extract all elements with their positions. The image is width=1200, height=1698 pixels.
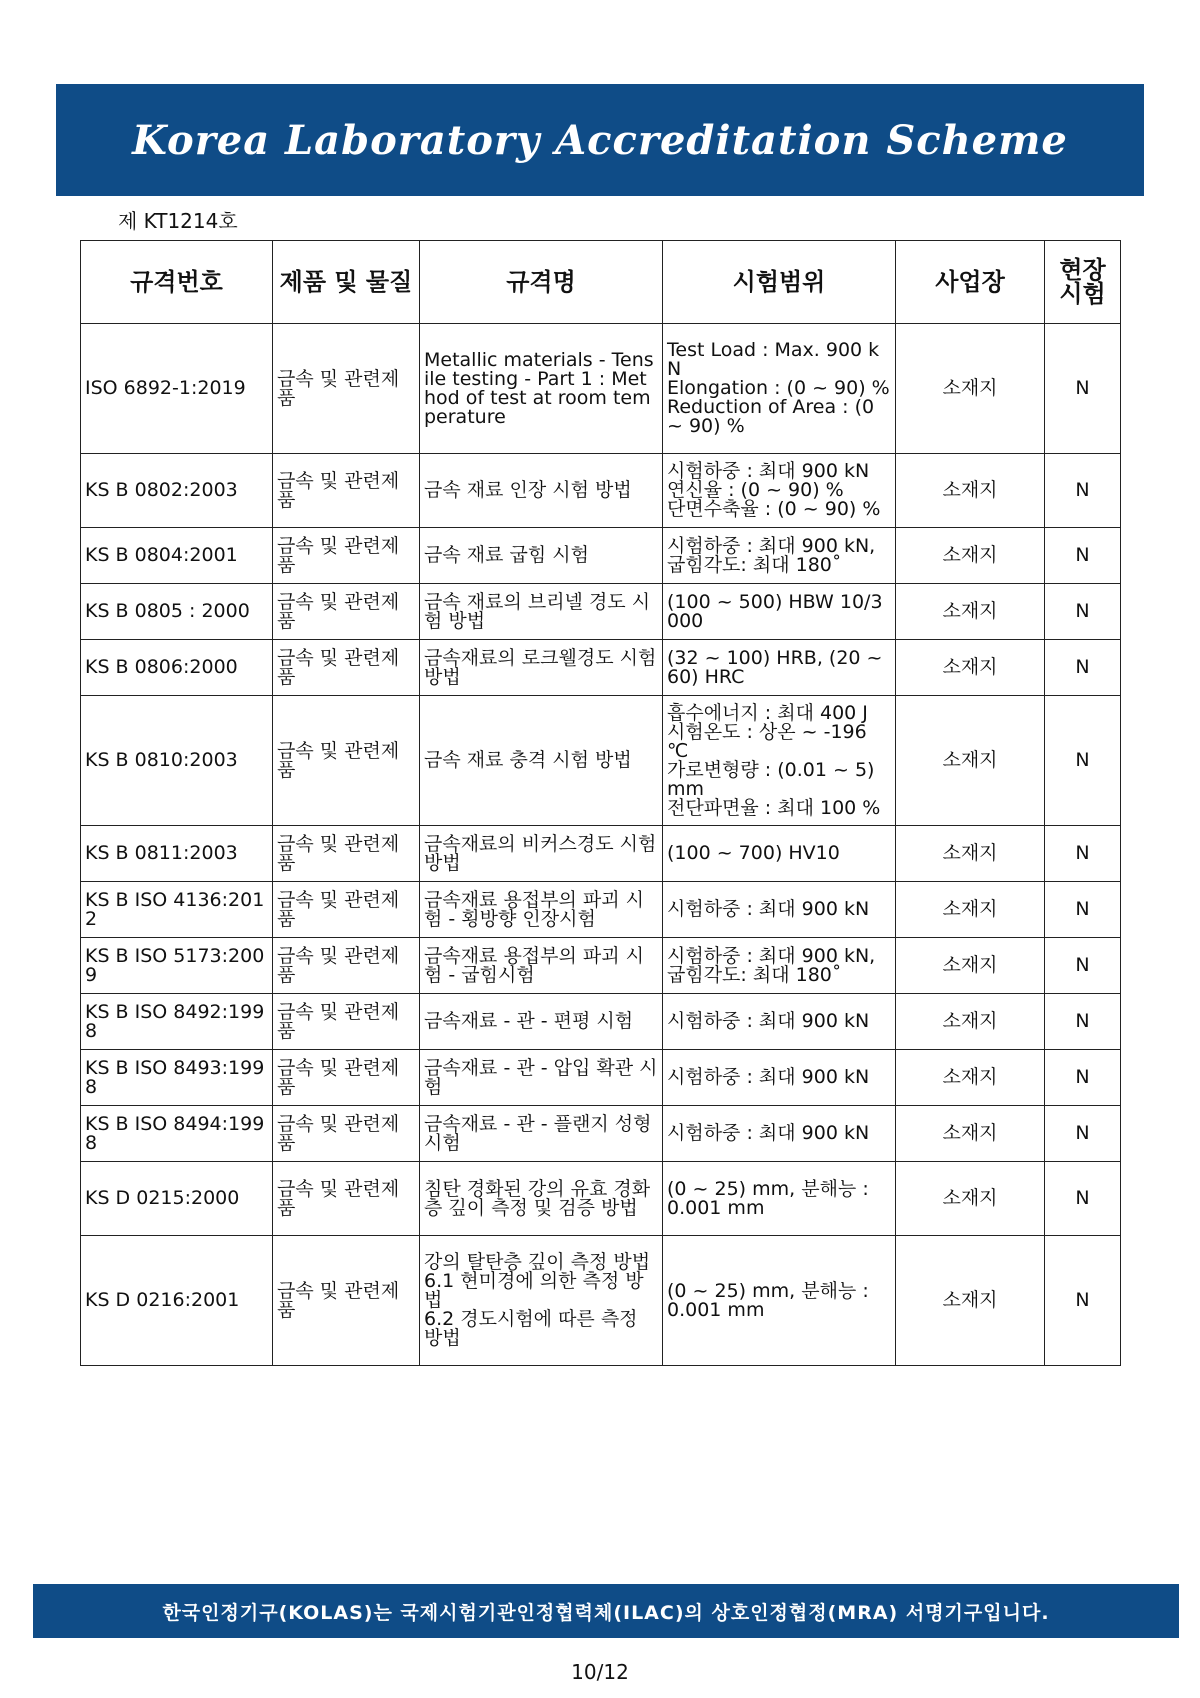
- cell-test-range: 시험하중 : 최대 900 kN: [663, 994, 896, 1050]
- table-row: [81, 640, 1121, 696]
- cell-test-range-line: 시험온도 : 상온 ~ -196 ℃: [667, 720, 867, 762]
- cell-product: 금속 및 관련제품: [273, 640, 420, 696]
- cell-test-range: 시험하중 : 최대 900 kN: [663, 1106, 896, 1162]
- cell-standard-no: KS B 0810:2003: [81, 696, 273, 826]
- cell-product: 금속 및 관련제품: [273, 826, 420, 882]
- cell-standard-no: KS B ISO 5173:2009: [81, 938, 273, 994]
- col-header-site: 사업장: [896, 241, 1045, 324]
- col-header-product: 제품 및 물질: [273, 241, 420, 324]
- cell-standard-name: 금속 재료 굽힘 시험: [420, 528, 663, 584]
- cell-onsite-test: N: [1045, 1236, 1121, 1366]
- cell-test-range: (100 ~ 500) HBW 10/3000: [663, 584, 896, 640]
- cell-standard-no: ISO 6892-1:2019: [81, 324, 273, 454]
- cell-test-range: [663, 454, 896, 528]
- footer-bar: [33, 1584, 1179, 1638]
- cell-standard-name: 금속재료 - 관 - 압입 확관 시험: [420, 1050, 663, 1106]
- cell-test-range-line: 굽힘각도: 최대 180˚: [667, 553, 842, 576]
- cell-test-range-line: 시험하중 : 최대 900 kN,: [667, 534, 876, 557]
- cell-test-range-line: 전단파면율 : 최대 100 %: [667, 796, 881, 819]
- table-row: [81, 454, 1121, 528]
- cell-onsite-test: N: [1045, 696, 1121, 826]
- cell-onsite-test: N: [1045, 640, 1121, 696]
- cell-site: 소재지: [896, 1236, 1045, 1366]
- cell-test-range: 시험하중 : 최대 900 kN: [663, 1050, 896, 1106]
- cell-product: 금속 및 관련제품: [273, 938, 420, 994]
- cell-standard-name: 금속재료 용접부의 파괴 시험 - 횡방향 인장시험: [420, 882, 663, 938]
- cell-test-range-line: Elongation : (0 ~ 90) %: [667, 377, 890, 399]
- cell-onsite-test: N: [1045, 1050, 1121, 1106]
- cell-standard-no: KS B 0806:2000: [81, 640, 273, 696]
- cell-onsite-test: N: [1045, 324, 1121, 454]
- cell-site: 소재지: [896, 882, 1045, 938]
- cell-test-range: [663, 696, 896, 826]
- table-row: [81, 696, 1121, 826]
- cell-product: 금속 및 관련제품: [273, 1162, 420, 1236]
- cell-standard-name: 금속 재료 충격 시험 방법: [420, 696, 663, 826]
- table-row: [81, 1236, 1121, 1366]
- header-title: Korea Laboratory Accreditation Scheme: [132, 116, 1068, 164]
- cell-standard-name: [420, 1236, 663, 1366]
- cell-site: 소재지: [896, 1106, 1045, 1162]
- cell-test-range-line: Reduction of Area : (0 ~ 90) %: [667, 396, 875, 437]
- page-number: 10/12: [571, 1660, 629, 1684]
- cell-standard-name-line: 6.1 현미경에 의한 측정 방법: [424, 1270, 644, 1311]
- cell-site: 소재지: [896, 938, 1045, 994]
- cell-standard-name-line: 강의 탈탄층 깊이 측정 방법: [424, 1251, 651, 1273]
- cell-site: 소재지: [896, 1050, 1045, 1106]
- cell-site: 소재지: [896, 994, 1045, 1050]
- cell-standard-no: KS B 0805 : 2000: [81, 584, 273, 640]
- cell-site: 소재지: [896, 324, 1045, 454]
- cell-standard-no: KS B 0802:2003: [81, 454, 273, 528]
- cell-standard-name: 침탄 경화된 강의 유효 경화층 깊이 측정 및 검증 방법: [420, 1162, 663, 1236]
- table-row: [81, 1106, 1121, 1162]
- cell-product: 금속 및 관련제품: [273, 584, 420, 640]
- cell-product: 금속 및 관련제품: [273, 882, 420, 938]
- cell-onsite-test: N: [1045, 454, 1121, 528]
- table-row: [81, 826, 1121, 882]
- cell-test-range: (32 ~ 100) HRB, (20 ~ 60) HRC: [663, 640, 896, 696]
- footer-text: 한국인정기구(KOLAS)는 국제시험기관인정협력체(ILAC)의 상호인정협정(MRA) 서명기구입니다.: [162, 1601, 1050, 1624]
- cell-test-range: [663, 938, 896, 994]
- cell-test-range: 시험하중 : 최대 900 kN: [663, 882, 896, 938]
- cell-standard-name: 금속재료의 비커스경도 시험방법: [420, 826, 663, 882]
- cell-site: 소재지: [896, 640, 1045, 696]
- cell-onsite-test: N: [1045, 584, 1121, 640]
- cell-site: 소재지: [896, 1162, 1045, 1236]
- table-body: [81, 324, 1121, 1366]
- cell-test-range-line: 단면수축율 : (0 ~ 90) %: [667, 498, 881, 520]
- cell-test-range: (0 ~ 25) mm, 분해능 : 0.001 mm: [663, 1162, 896, 1236]
- cell-standard-no: KS D 0216:2001: [81, 1236, 273, 1366]
- cell-site: 소재지: [896, 454, 1045, 528]
- cell-product: 금속 및 관련제품: [273, 696, 420, 826]
- cell-test-range-line: Test Load : Max. 900 kN: [667, 339, 880, 380]
- cell-test-range: [663, 528, 896, 584]
- cell-test-range: (100 ~ 700) HV10: [663, 826, 896, 882]
- cell-test-range: [663, 324, 896, 454]
- cell-standard-name: Metallic materials - Tensile testing - Part 1 : Method of test at room temperature: [420, 324, 663, 454]
- cell-standard-no: KS D 0215:2000: [81, 1162, 273, 1236]
- cell-standard-no: KS B 0804:2001: [81, 528, 273, 584]
- cell-onsite-test: N: [1045, 1106, 1121, 1162]
- cell-test-range-line: 연신율 : (0 ~ 90) %: [667, 479, 844, 501]
- cell-standard-no: KS B ISO 4136:2012: [81, 882, 273, 938]
- cell-standard-name: 금속재료 - 관 - 플랜지 성형 시험: [420, 1106, 663, 1162]
- cell-test-range-line: 가로변형량 : (0.01 ~ 5) mm: [667, 758, 875, 800]
- table-row: [81, 938, 1121, 994]
- cell-product: 금속 및 관련제품: [273, 1050, 420, 1106]
- cell-product: 금속 및 관련제품: [273, 528, 420, 584]
- cell-onsite-test: N: [1045, 882, 1121, 938]
- cell-standard-name: 금속 재료 인장 시험 방법: [420, 454, 663, 528]
- cell-standard-no: KS B ISO 8492:1998: [81, 994, 273, 1050]
- table-row: [81, 994, 1121, 1050]
- cell-product: 금속 및 관련제품: [273, 454, 420, 528]
- table-row: [81, 1050, 1121, 1106]
- certificate-number: 제 KT1214호: [118, 209, 238, 233]
- cell-product: 금속 및 관련제품: [273, 1106, 420, 1162]
- cell-standard-no: KS B ISO 8494:1998: [81, 1106, 273, 1162]
- accreditation-scope-table: [80, 240, 1121, 1366]
- table-row: [81, 1162, 1121, 1236]
- cell-standard-name: 금속재료 용접부의 파괴 시험 - 굽힘시험: [420, 938, 663, 994]
- cell-test-range: (0 ~ 25) mm, 분해능 : 0.001 mm: [663, 1236, 896, 1366]
- cell-product: 금속 및 관련제품: [273, 324, 420, 454]
- cell-product: 금속 및 관련제품: [273, 994, 420, 1050]
- cell-site: 소재지: [896, 826, 1045, 882]
- cell-onsite-test: N: [1045, 826, 1121, 882]
- header-banner: [56, 84, 1144, 196]
- cell-test-range-line: 굽힘각도: 최대 180˚: [667, 963, 842, 986]
- cell-test-range-line: 흡수에너지 : 최대 400 J: [667, 701, 868, 724]
- cell-standard-name-line: 6.2 경도시험에 따른 측정 방법: [424, 1308, 638, 1349]
- table-row: [81, 584, 1121, 640]
- table-row: [81, 324, 1121, 454]
- cell-onsite-test: N: [1045, 528, 1121, 584]
- table-header-row: [81, 241, 1121, 324]
- cell-standard-name: 금속재료 - 관 - 편평 시험: [420, 994, 663, 1050]
- cell-test-range-line: 시험하중 : 최대 900 kN,: [667, 944, 876, 967]
- cell-test-range-line: 시험하중 : 최대 900 kN: [667, 460, 870, 482]
- cell-product: 금속 및 관련제품: [273, 1236, 420, 1366]
- col-header-standard-name: 규격명: [420, 241, 663, 324]
- cell-site: 소재지: [896, 584, 1045, 640]
- cell-standard-no: KS B 0811:2003: [81, 826, 273, 882]
- cell-standard-no: KS B ISO 8493:1998: [81, 1050, 273, 1106]
- cell-site: 소재지: [896, 696, 1045, 826]
- cell-onsite-test: N: [1045, 1162, 1121, 1236]
- table-row: [81, 528, 1121, 584]
- col-header-test-range: 시험범위: [663, 241, 896, 324]
- table-row: [81, 882, 1121, 938]
- cell-standard-name: 금속재료의 로크웰경도 시험 방법: [420, 640, 663, 696]
- col-header-onsite-test: 현장 시험: [1045, 241, 1121, 324]
- col-header-standard-no: 규격번호: [81, 241, 273, 324]
- cell-onsite-test: N: [1045, 938, 1121, 994]
- cell-site: 소재지: [896, 528, 1045, 584]
- cell-standard-name: 금속 재료의 브리넬 경도 시험 방법: [420, 584, 663, 640]
- cell-onsite-test: N: [1045, 994, 1121, 1050]
